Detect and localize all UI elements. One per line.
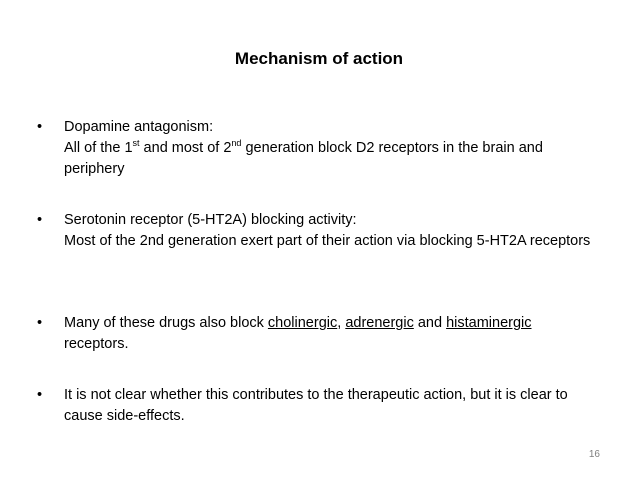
bullet-dopamine [37,117,598,180]
slide-title: Mechanism of action [234,49,404,68]
bullet-body: Most of the 2nd generation exert part of their action via blocking 5-HT2A receptors [64,233,591,249]
bullet-receptors [37,313,598,355]
link-adrenergic[interactable]: adrenergic [345,315,414,331]
bullet-dot-icon: • [37,315,43,331]
page-number: 16 [588,449,600,460]
bullet-body: All of the 1st and most of 2nd generation block D2 receptors in the brain and periphery [64,138,543,177]
bullet-serotonin [37,210,598,252]
bullet-heading: Serotonin receptor (5-HT2A) blocking activity: [64,212,357,228]
bullet-dot-icon: • [37,119,43,135]
link-histaminergic[interactable]: histaminergic [446,315,532,331]
bullet-dot-icon: • [37,212,43,228]
bullet-body: It is not clear whether this contributes to the therapeutic action, but it is clear to cause side-effects. [64,387,568,424]
bullet-heading: Dopamine antagonism: [64,119,214,135]
bullet-dot-icon: • [37,387,43,403]
bullet-side-effects [37,385,598,427]
link-cholinergic[interactable]: cholinergic [267,315,338,331]
bullet-body: Many of these drugs also block cholinergic, adrenergic and histaminergic receptors. [64,315,532,352]
